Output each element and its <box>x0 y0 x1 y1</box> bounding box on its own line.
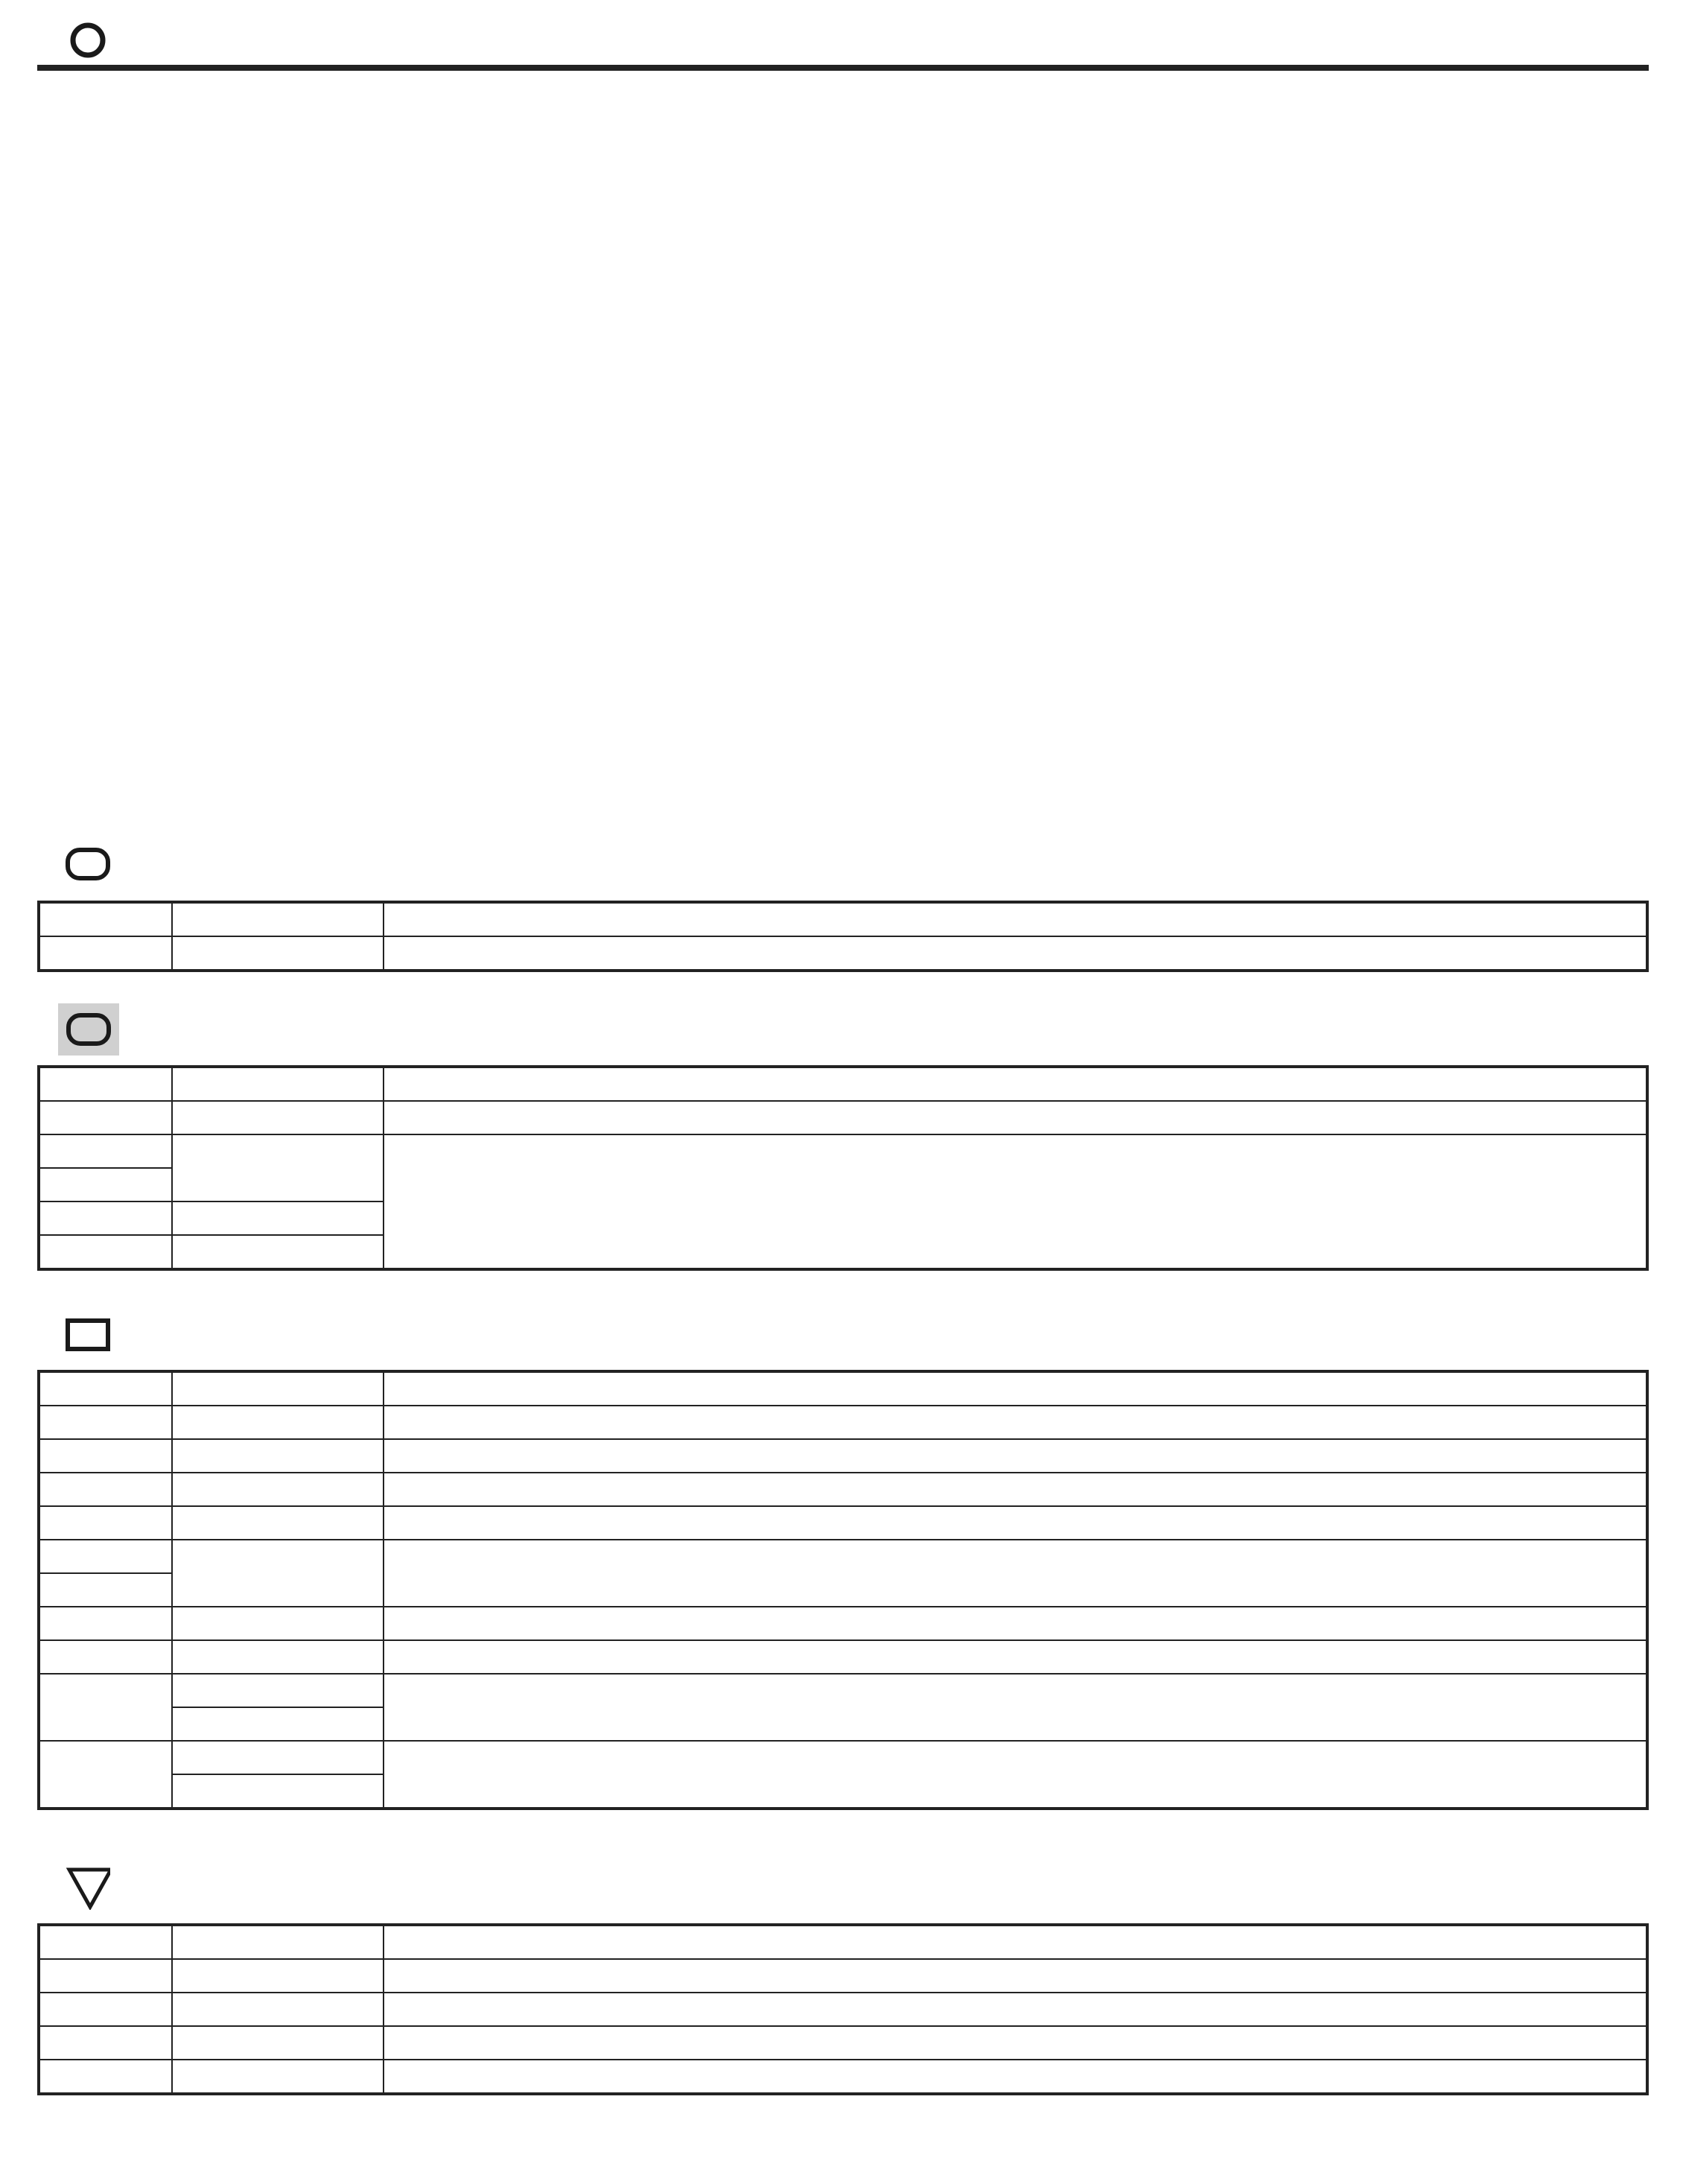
table-row <box>39 1473 1647 1506</box>
table-row <box>39 1134 1647 1168</box>
rectangle-symbol-icon <box>66 1312 110 1357</box>
table-row <box>39 1101 1647 1134</box>
table-header-row <box>39 1067 1647 1101</box>
parts-location-heading <box>66 18 173 63</box>
table-row <box>39 2060 1647 2093</box>
table-row <box>39 1506 1647 1540</box>
relay-blocks-table <box>39 902 1647 971</box>
junction-block-heading <box>66 1007 173 1052</box>
ground-points-heading <box>66 1865 173 1910</box>
table-header-row <box>39 1926 1647 1959</box>
table-row <box>39 1540 1647 1573</box>
table-row <box>39 1640 1647 1674</box>
table-row <box>39 1741 1647 1774</box>
table-row <box>39 1674 1647 1707</box>
table-header-row <box>39 903 1647 936</box>
circle-symbol-icon <box>66 18 110 63</box>
table-row <box>39 1993 1647 2026</box>
connector-joining-table <box>39 1371 1647 1809</box>
table-row <box>39 1959 1647 1993</box>
connector-joining-heading <box>66 1312 173 1357</box>
table-row <box>39 1406 1647 1439</box>
table-row <box>39 936 1647 970</box>
shaded-rounded-rectangle-icon <box>58 1003 119 1056</box>
rounded-rectangle-icon <box>66 842 110 886</box>
triangle-down-icon <box>66 1865 110 1910</box>
table-row <box>39 1439 1647 1473</box>
table-row <box>39 1607 1647 1640</box>
table-header-row <box>39 1372 1647 1406</box>
table-row <box>39 2026 1647 2060</box>
relay-blocks-heading <box>66 842 173 886</box>
ground-points-table <box>39 1925 1647 2094</box>
junction-block-table <box>39 1067 1647 1269</box>
